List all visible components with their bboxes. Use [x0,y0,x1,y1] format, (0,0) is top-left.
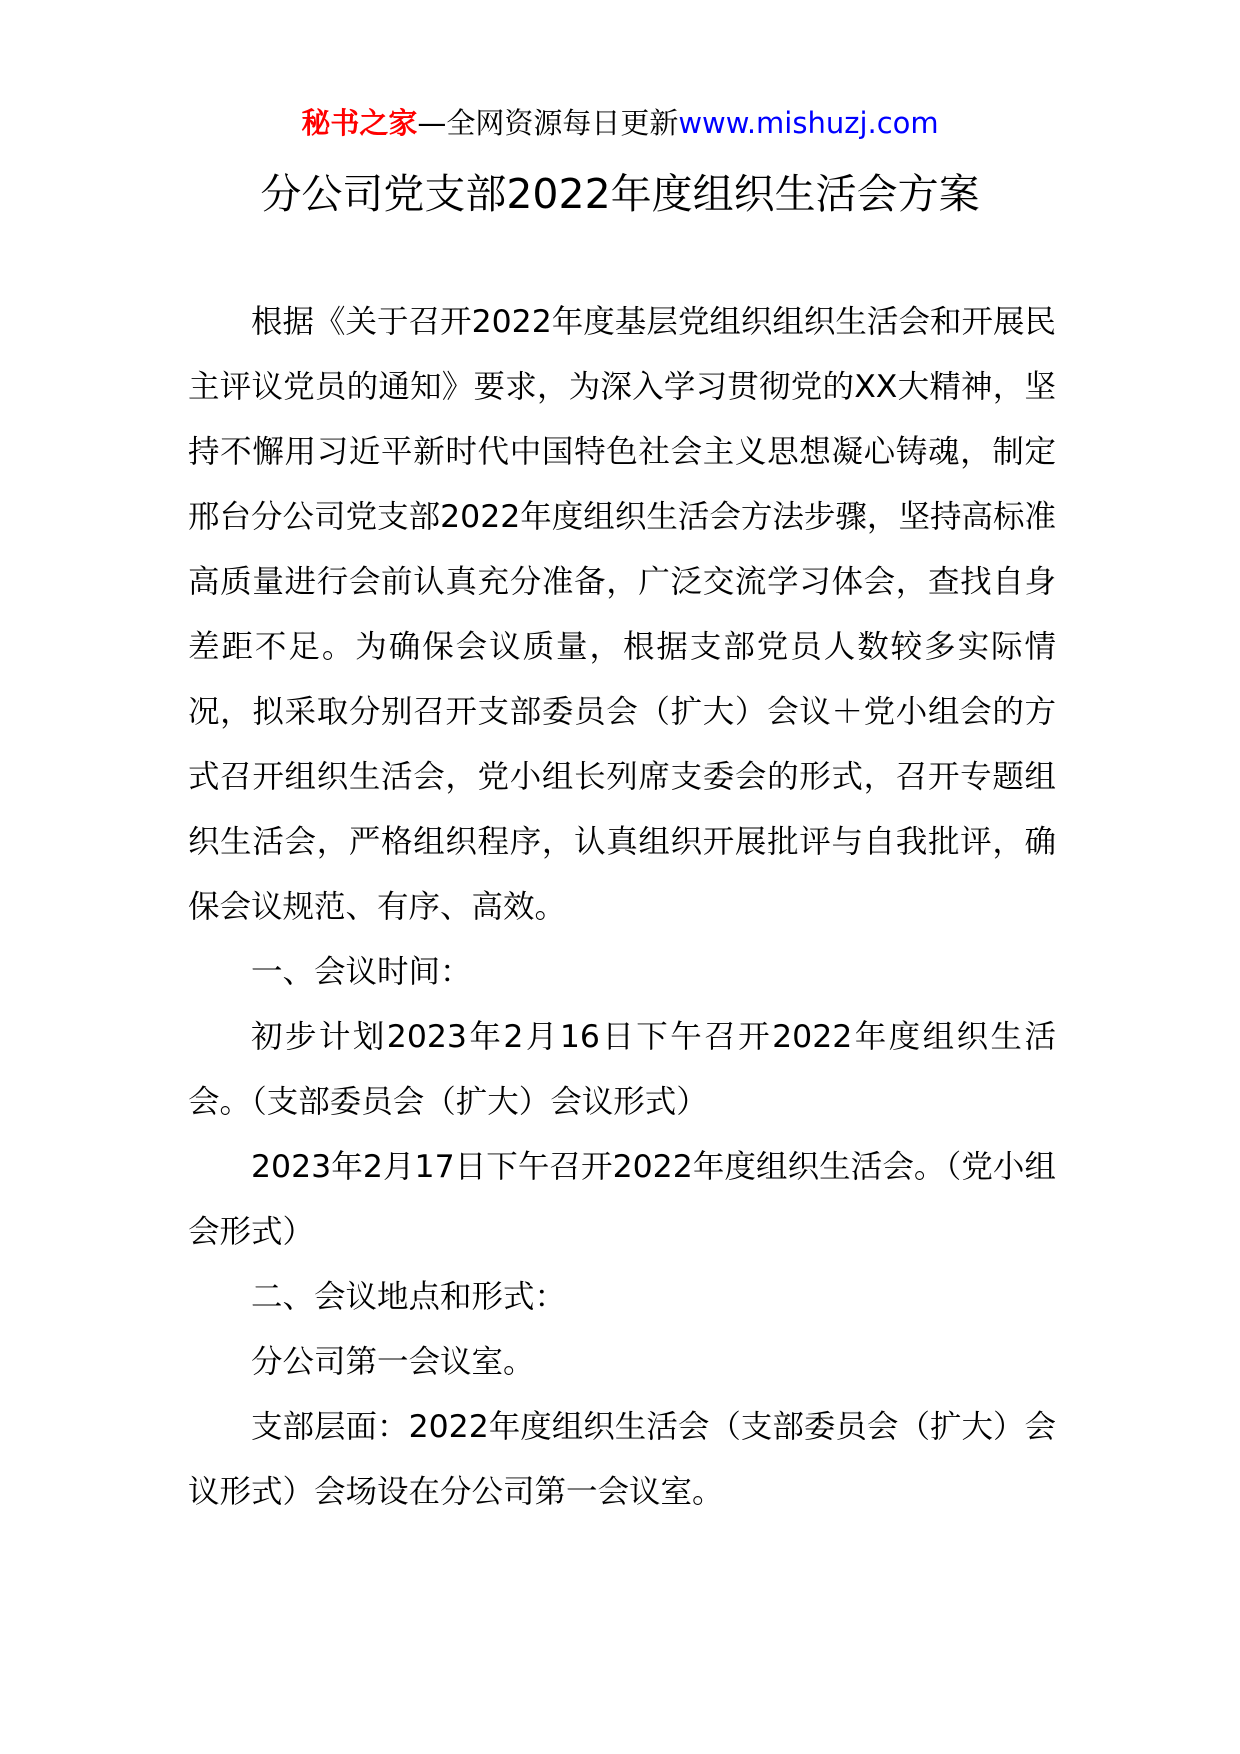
heading-meeting-time: 一、会议时间： [251,954,472,990]
document-title: 分公司党支部2022年度组织生活会方案 [260,170,980,218]
site-header [0,103,1240,143]
site-url-link[interactable]: www.mishuzj.com [678,106,939,140]
paragraph-branch-level: 支部层面：2022年度组织生活会（支部委员会（扩大）会议形式）会场设在分公司第一会议室。 [188,1409,1056,1510]
site-brand: 秘书之家 [301,106,418,140]
paragraph-intro: 根据《关于召开2022年度基层党组织组织生活会和开展民主评议党员的通知》要求，为深入学习贯彻党的XX大精神，坚持不懈用习近平新时代中国特色社会主义思想凝心铸魂，制定邢台分公司党支部2022年度组织生活会方法步骤，坚持高标准高质量进行会前认真充分准备，广泛交流学习体会，查找自身差距不足。为确保会议质量，根据支部党员人数较多实际情况，拟采取分别召开支部委员会（扩大）会议＋党小组会的方式召开组织生活会，党小组长列席支委会的形式，召开专题组织生活会，严格组织程序，认真组织开展批评与自我批评，确保会议规范、有序、高效。 [188,304,1056,925]
document-body [188,290,1056,1525]
heading-meeting-location: 二、会议地点和形式： [251,1279,567,1315]
site-tagline: —全网资源每日更新 [417,106,679,140]
paragraph-meeting-plan-2: 2023年2月17日下午召开2022年度组织生活会。（党小组会形式） [188,1149,1056,1250]
paragraph-location: 分公司第一会议室。 [251,1344,535,1380]
paragraph-meeting-plan-1: 初步计划2023年2月16日下午召开2022年度组织生活会。（支部委员会（扩大）会议形式） [188,1019,1056,1120]
